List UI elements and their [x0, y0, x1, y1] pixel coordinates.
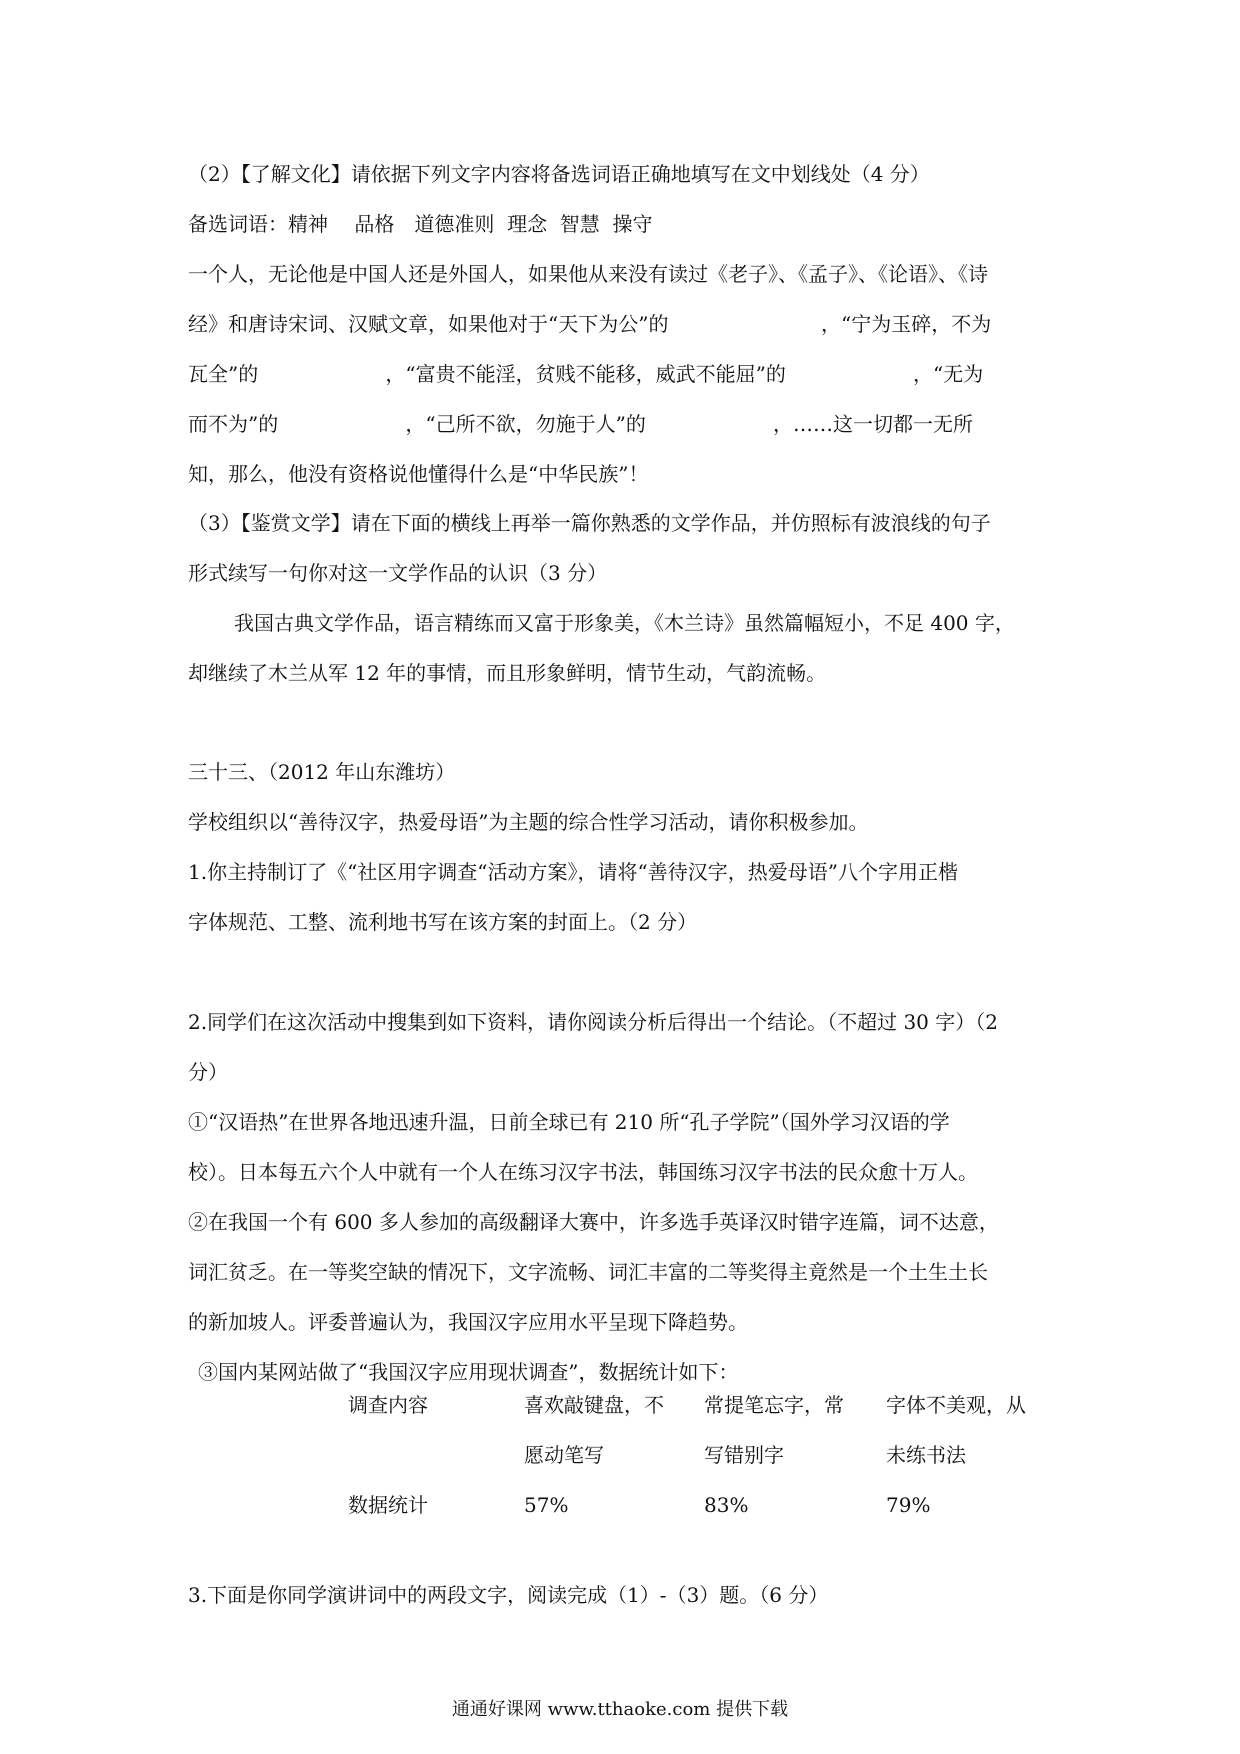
page-footer: 通通好课网 www.tthaoke.com 提供下载	[451, 1699, 789, 1720]
question-1: 1.你主持制订了《“社区用字调查“活动方案》，请将“善待汉字，热爱母语”八个字用正楷	[188, 860, 958, 884]
word-bank: 备选词语：精神 品格 道德准则 理念 智慧 操守	[188, 212, 653, 236]
section-intro: 学校组织以“善待汉字，热爱母语”为主题的综合性学习活动，请你积极参加。	[188, 810, 869, 834]
question-3: 3.下面是你同学演讲词中的两段文字，阅读完成（1）-（3）题。（6 分）	[188, 1583, 829, 1607]
table-cell-value: 57%	[524, 1493, 569, 1517]
passage-line: 一个人，无论他是中国人还是外国人，如果他从来没有读过《老子》、《孟子》、《论语》、《诗	[188, 262, 988, 286]
passage-line: 经》和唐诗宋词、汉赋文章，如果他对于“天下为公”的 ，“宁为玉碎，不为	[188, 312, 992, 336]
table-header-cell: 喜欢敲键盘，不	[524, 1393, 664, 1417]
example-text: 却继续了木兰从军 12 年的事情，而且形象鲜明，情节生动，气韵流畅。	[188, 661, 827, 685]
example-text: 我国古典文学作品，语言精练而又富于形象美，《木兰诗》虽然篇幅短小，不足 400 字，	[234, 611, 1015, 635]
table-header-cell: 愿动笔写	[524, 1443, 604, 1467]
table-cell-value: 83%	[704, 1493, 749, 1517]
material-2: ②在我国一个有 600 多人参加的高级翻译大赛中，许多选手英译汉时错字连篇，词不达意，	[188, 1210, 999, 1234]
table-header-cell: 未练书法	[886, 1443, 966, 1467]
question-2: 2.同学们在这次活动中搜集到如下资料，请你阅读分析后得出一个结论。（不超过 30 字）（2	[188, 1010, 998, 1034]
question-3-prompt: 形式续写一句你对这一文学作品的认识（3 分）	[188, 561, 608, 585]
material-1: 校）。日本每五六个人中就有一个人在练习汉字书法，韩国练习汉字书法的民众愈十万人。	[188, 1160, 978, 1184]
material-2: 词汇贫乏。在一等奖空缺的情况下，文字流畅、词汇丰富的二等奖得主竟然是一个土生土长	[188, 1260, 988, 1284]
passage-line: 瓦全”的 ，“富贵不能淫，贫贱不能移，威武不能屈”的 ，“无为	[188, 362, 984, 386]
table-row-label: 数据统计	[348, 1493, 428, 1517]
passage-line: 而不为”的 ，“己所不欲，勿施于人”的 ，……这一切都一无所	[188, 412, 973, 436]
table-header-cell: 常提笔忘字，常	[704, 1393, 844, 1417]
table-header-cell: 写错别字	[704, 1443, 784, 1467]
table-cell-value: 79%	[886, 1493, 931, 1517]
material-3: ③国内某网站做了“我国汉字应用现状调查”，数据统计如下：	[198, 1360, 739, 1384]
question-3-prompt: （3）【鉴赏文学】请在下面的横线上再举一篇你熟悉的文学作品，并仿照标有波浪线的句子	[188, 511, 991, 535]
passage-line: 知，那么，他没有资格说他懂得什么是“中华民族”！	[188, 462, 649, 486]
question-2-prompt: （2）【了解文化】请依据下列文字内容将备选词语正确地填写在文中划线处（4 分）	[188, 162, 930, 186]
material-2: 的新加坡人。评委普遍认为，我国汉字应用水平呈现下降趋势。	[188, 1310, 748, 1334]
question-1: 字体规范、工整、流利地书写在该方案的封面上。（2 分）	[188, 910, 698, 934]
table-header-label: 调查内容	[348, 1393, 428, 1417]
material-1: ①“汉语热”在世界各地迅速升温，日前全球已有 210 所“孔子学院”（国外学习汉语的学	[188, 1110, 950, 1134]
section-heading: 三十三、（2012 年山东潍坊）	[188, 760, 456, 784]
question-2: 分）	[188, 1060, 228, 1084]
table-header-cell: 字体不美观，从	[886, 1393, 1026, 1417]
